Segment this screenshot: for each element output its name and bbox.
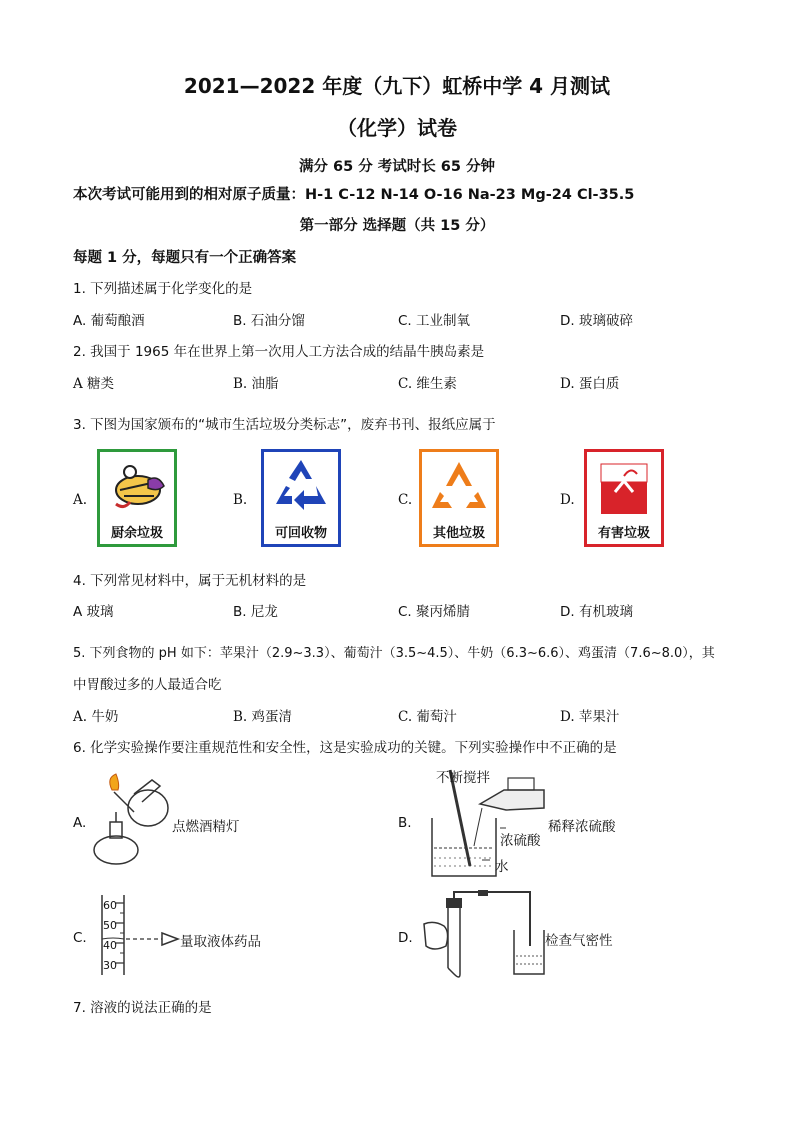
- q5-option-b: B. 鸡蛋清: [233, 709, 293, 725]
- q1-option-d: D. 玻璃破碎: [560, 313, 633, 329]
- q3-option-a: A.: [73, 492, 88, 508]
- q5-option-a: A. 牛奶: [73, 709, 119, 725]
- kitchen-waste-label: 厨余垃圾: [110, 526, 163, 541]
- q5-stem-line2: 中胃酸过多的人最适合吃: [73, 677, 222, 693]
- triangle-arrows-icon: [422, 452, 496, 522]
- q6-option-a: A.: [73, 815, 87, 831]
- q4-option-a: A 玻璃: [73, 604, 114, 620]
- q6-stem: 6. 化学实验操作要注重规范性和安全性，这是实验成功的关键。下列实验操作中不正确的是: [73, 740, 617, 756]
- exam-title-line1: 2021—2022 年度（九下）虹桥中学 4 月测试: [183, 74, 611, 98]
- q1-stem: 1. 下列描述属于化学变化的是: [73, 281, 253, 297]
- q1-option-c: C. 工业制氧: [398, 313, 471, 329]
- q2-option-a: A 糖类: [73, 376, 115, 392]
- q3-stem: 3. 下图为国家颁布的“城市生活垃圾分类标志”，废弃书刊、报纸应属于: [73, 417, 496, 433]
- other-waste-label: 其他垃圾: [432, 526, 485, 541]
- hazardous-waste-label: 有害垃圾: [597, 526, 650, 541]
- q2-option-c: C. 维生素: [398, 376, 457, 392]
- cylinder-tick: 60: [103, 899, 117, 912]
- cylinder-ticks: [103, 896, 117, 976]
- q1-option-b: B. 石油分馏: [233, 313, 305, 329]
- exam-title-line2: （化学）试卷: [337, 116, 457, 140]
- q6-option-c: C.: [73, 930, 87, 946]
- fish-bone-icon: [100, 452, 174, 522]
- kitchen-waste-sign: [97, 449, 177, 547]
- q3-option-c: C.: [398, 492, 413, 508]
- score-time: 满分 65 分 考试时长 65 分钟: [298, 159, 496, 175]
- q3-option-d: D.: [560, 492, 575, 508]
- q7-stem: 7. 溶液的说法正确的是: [73, 1000, 212, 1016]
- q2-option-d: D. 蛋白质: [560, 376, 620, 392]
- recycle-icon: [264, 452, 338, 522]
- q5-option-c: C. 葡萄汁: [398, 709, 457, 725]
- cylinder-tick: 30: [103, 959, 117, 972]
- atomic-masses: 本次考试可能用到的相对原子质量：H-1 C-12 N-14 O-16 Na-23 Mg-24 Cl-35.5: [73, 187, 635, 203]
- q4-option-d: D. 有机玻璃: [560, 604, 633, 620]
- cylinder-tick: 50: [103, 919, 117, 932]
- q6-b-water-label: 水: [495, 859, 509, 875]
- hazardous-waste-sign: [584, 449, 664, 547]
- q6-b-top-label: 不断搅拌: [436, 770, 490, 786]
- airtightness-check-icon: [420, 890, 545, 982]
- q4-stem: 4. 下列常见材料中，属于无机材料的是: [73, 573, 307, 589]
- q6-b-acid-label: 浓硫酸: [500, 833, 541, 849]
- q6-c-caption: 量取液体药品: [180, 934, 261, 950]
- section-instruction: 每题 1 分，每题只有一个正确答案: [73, 250, 297, 266]
- q5-stem-line1: 5. 下列食物的 pH 如下：苹果汁（2.9~3.3）、葡萄汁（3.5~4.5）、牛奶（6.3~6.6）、鸡蛋清（7.6~8.0），其: [73, 646, 715, 661]
- q2-option-b: B. 油脂: [233, 376, 279, 392]
- cylinder-tick: 40: [103, 939, 117, 952]
- q1-option-a: A. 葡萄酿酒: [73, 313, 145, 329]
- recyclable-label: 可回收物: [274, 526, 327, 541]
- q5-option-d: D. 苹果汁: [560, 709, 620, 725]
- hazard-bottle-icon: [587, 452, 661, 522]
- q6-b-caption: 稀释浓硫酸: [548, 819, 616, 835]
- q3-option-b: B.: [233, 492, 248, 508]
- q6-option-d: D.: [398, 930, 413, 946]
- q4-option-b: B. 尼龙: [233, 604, 278, 620]
- q6-d-caption: 检查气密性: [545, 933, 613, 949]
- other-waste-sign: [419, 449, 499, 547]
- q6-a-caption: 点燃酒精灯: [172, 819, 240, 835]
- q4-option-c: C. 聚丙烯腈: [398, 604, 471, 620]
- section-title: 第一部分 选择题（共 15 分）: [299, 218, 495, 234]
- q6-option-b: B.: [398, 815, 412, 831]
- alcohol-lamp-icon: [90, 772, 172, 870]
- recyclable-sign: [261, 449, 341, 547]
- q2-stem: 2. 我国于 1965 年在世界上第一次用人工方法合成的结晶牛胰岛素是: [73, 344, 485, 360]
